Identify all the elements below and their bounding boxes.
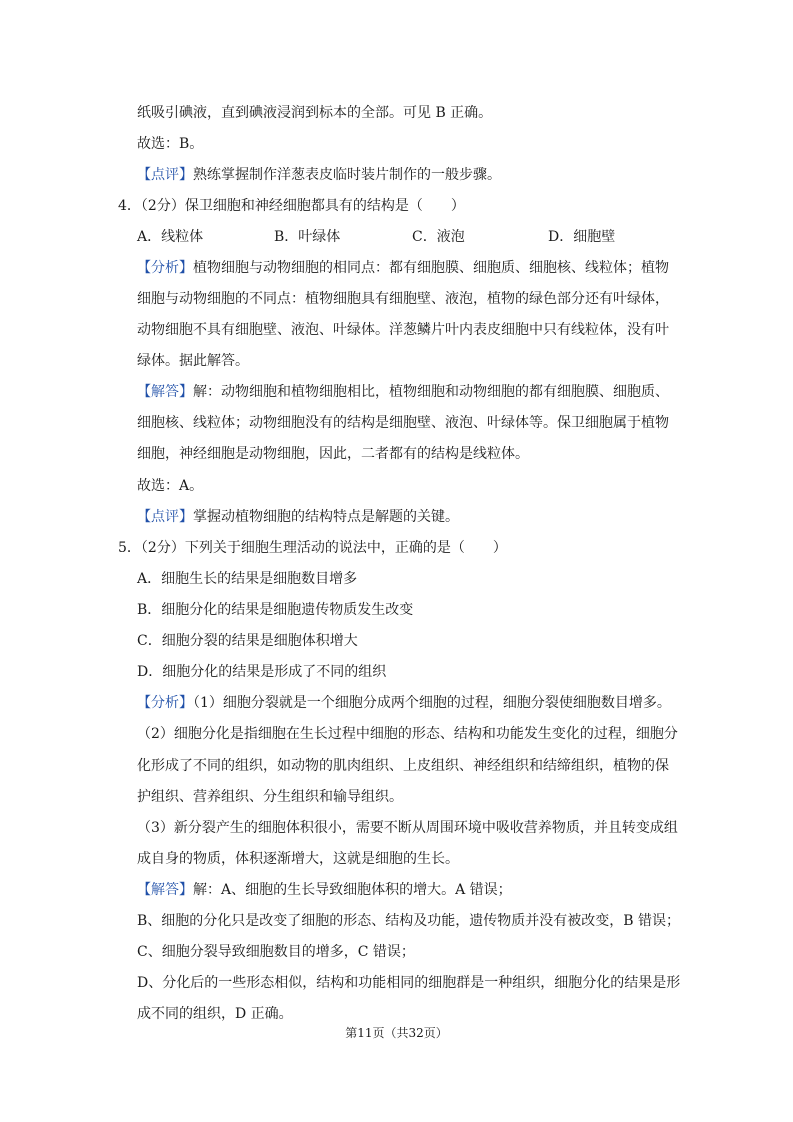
q4-comment [137, 507, 459, 527]
q4-solution-line: 细胞核、线粒体；动物细胞没有的结构是细胞壁、液泡、叶绿体等。保卫细胞属于植物 [137, 415, 669, 431]
analysis-text: （1）细胞分裂就是一个细胞分成两个细胞的过程，细胞分裂使细胞数目增多。 [193, 695, 671, 711]
q5-analysis-line: （2）细胞分化是指细胞在生长过程中细胞的形态、结构和功能发生变化的过程，细胞分 [137, 726, 678, 742]
q4-solution-line: 细胞，神经细胞是动物细胞，因此，二者都有的结构是线粒体。 [137, 446, 529, 462]
q5-analysis-line: 护组织、营养组织、分生组织和输导组织。 [137, 789, 403, 805]
comment-tag: 【点评】 [137, 167, 193, 183]
q4-option-c: C．液泡 [412, 229, 465, 245]
q5-option-c: C．细胞分裂的结果是细胞体积增大 [137, 633, 358, 649]
q5-stem: 5．（2分）下列关于细胞生理活动的说法中，正确的是（ ） [118, 540, 507, 556]
solution-text: 解：动物细胞和植物细胞相比，植物细胞和动物细胞的都有细胞膜、细胞质、 [193, 384, 669, 400]
q5-analysis-line: 成自身的物质，体积逐渐增大，这就是细胞的生长。 [137, 851, 459, 867]
q5-solution-line: 成不同的组织，D 正确。 [137, 1006, 293, 1022]
q5-solution-line [137, 880, 512, 900]
q5-option-d: D．细胞分化的结果是形成了不同的组织 [137, 664, 387, 680]
q4-solution-line [137, 382, 669, 402]
q4-analysis-line: 动物细胞不具有细胞壁、液泡、叶绿体。洋葱鳞片叶内表皮细胞中只有线粒体，没有叶 [137, 322, 669, 338]
solution-text: 解：A、细胞的生长导致细胞体积的增大。A 错误； [193, 882, 512, 898]
q5-analysis-line: 化形成了不同的组织，如动物的肌肉组织、上皮组织、神经组织和结缔组织，植物的保 [137, 758, 669, 774]
analysis-tag: 【分析】 [137, 695, 193, 711]
q4-analysis-line: 绿体。据此解答。 [137, 353, 249, 369]
q5-solution-line: B、细胞的分化只是改变了细胞的形态、结构及功能，遗传物质并没有被改变，B 错误； [137, 913, 681, 929]
q3-text-line: 纸吸引碘液，直到碘液浸润到标本的全部。可见 B 正确。 [137, 105, 493, 121]
q5-analysis-line [137, 693, 671, 713]
q5-solution-line: C、细胞分裂导致细胞数目的增多，C 错误； [137, 944, 415, 960]
q5-analysis-line: （3）新分裂产生的细胞体积很小，需要不断从周围环境中吸收营养物质，并且转变成组 [137, 820, 678, 836]
q4-option-a: A．线粒体 [137, 229, 204, 245]
q4-answer: 故选：A。 [137, 478, 204, 494]
q5-solution-line: D、分化后的一些形态相似，结构和功能相同的细胞群是一种组织，细胞分化的结果是形 [137, 975, 681, 991]
q4-stem: 4．（2分）保卫细胞和神经细胞都具有的结构是（ ） [118, 198, 465, 214]
q4-analysis-line: 细胞与动物细胞的不同点：植物细胞具有细胞壁、液泡，植物的绿色部分还有叶绿体， [137, 291, 669, 307]
analysis-tag: 【分析】 [137, 260, 193, 276]
q5-option-a: A．细胞生长的结果是细胞数目增多 [137, 571, 358, 587]
q4-option-d: D．细胞壁 [548, 229, 616, 245]
analysis-text: 植物细胞与动物细胞的相同点：都有细胞膜、细胞质、细胞核、线粒体；植物 [193, 260, 669, 276]
comment-text: 掌握动植物细胞的结构特点是解题的关键。 [193, 509, 459, 525]
comment-tag: 【点评】 [137, 509, 193, 525]
q3-answer: 故选：B。 [137, 136, 204, 152]
solution-tag: 【解答】 [137, 384, 193, 400]
q4-option-b: B．叶绿体 [274, 229, 341, 245]
q4-analysis-line [137, 258, 669, 278]
q5-option-b: B．细胞分化的结果是细胞遗传物质发生改变 [137, 602, 414, 618]
page-footer: 第11页（共32页） [345, 1026, 448, 1040]
comment-text: 熟练掌握制作洋葱表皮临时装片制作的一般步骤。 [193, 167, 501, 183]
q3-comment [137, 165, 501, 185]
solution-tag: 【解答】 [137, 882, 193, 898]
